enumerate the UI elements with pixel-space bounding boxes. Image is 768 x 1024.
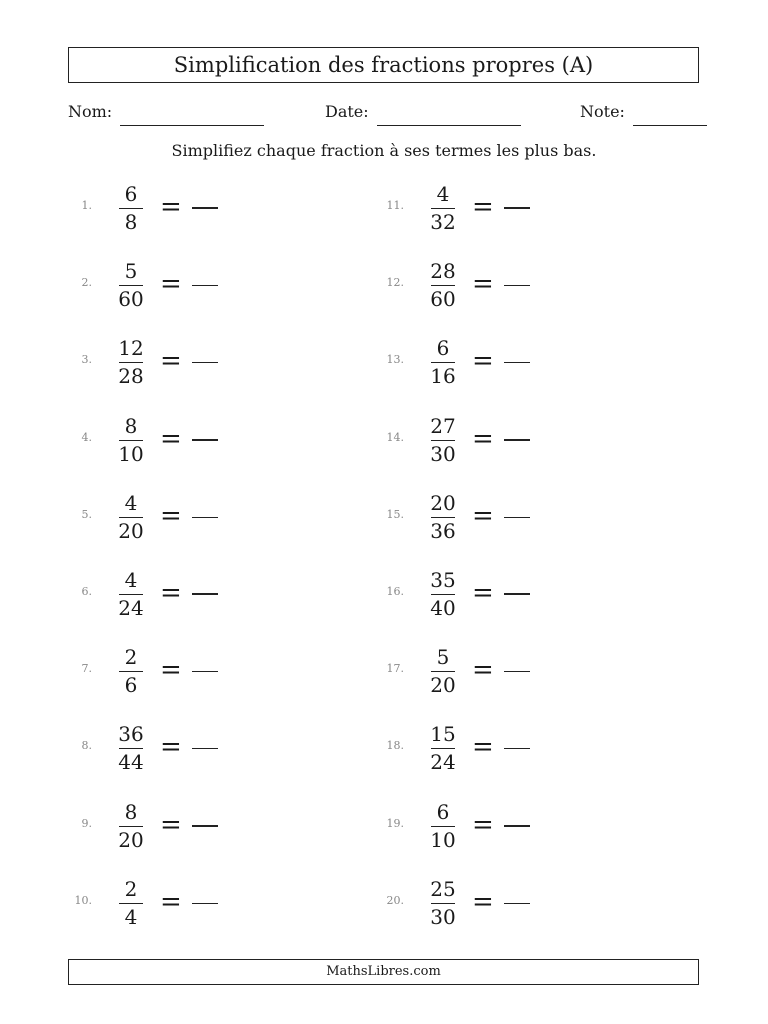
answer-blank-line[interactable] [192, 593, 218, 595]
answer-blank-line[interactable] [192, 903, 218, 904]
answer-blank-line[interactable] [192, 362, 218, 363]
date-field [325, 98, 521, 126]
numerator: 15 [430, 722, 456, 747]
answer-blank-line[interactable] [504, 439, 530, 441]
numerator: 2 [124, 876, 138, 901]
problem-number: 10. [74, 893, 92, 907]
fraction [114, 181, 148, 235]
equals-sign: = [472, 732, 494, 763]
problem-number: 13. [386, 353, 404, 367]
answer-blank-line[interactable] [504, 825, 530, 827]
numerator: 4 [124, 568, 138, 592]
denominator: 60 [118, 287, 144, 312]
equals-sign: = [160, 423, 182, 454]
answer-blank-line[interactable] [192, 748, 218, 749]
denominator: 32 [430, 210, 456, 234]
problem-item [68, 721, 368, 775]
name-blank-line[interactable] [120, 99, 264, 126]
answer-blank-line[interactable] [504, 285, 530, 286]
answer-blank-line[interactable] [504, 671, 530, 672]
problem-number: 12. [386, 276, 404, 290]
numerator: 25 [430, 876, 456, 901]
numerator: 8 [124, 413, 138, 438]
denominator: 8 [124, 210, 138, 234]
problem-number: 18. [386, 739, 404, 753]
problem-item [380, 490, 680, 544]
fraction-bar [431, 594, 455, 595]
numerator: 4 [436, 182, 450, 206]
fraction [426, 567, 460, 621]
answer-blank-line[interactable] [504, 362, 530, 363]
denominator: 44 [118, 750, 144, 775]
fraction-bar [119, 517, 143, 518]
fraction-bar [119, 440, 143, 441]
denominator: 36 [430, 518, 456, 543]
equals-sign: = [160, 269, 182, 300]
fraction-bar [431, 671, 455, 672]
denominator: 6 [124, 673, 138, 698]
equals-sign: = [472, 346, 494, 377]
equals-sign: = [472, 655, 494, 686]
numerator: 27 [430, 413, 456, 438]
fraction [426, 413, 460, 467]
answer-blank-line[interactable] [504, 748, 530, 749]
fraction-bar [431, 440, 455, 441]
equals-sign: = [472, 578, 494, 608]
problem-item [380, 876, 680, 930]
footer: MathsLibres.com [68, 959, 699, 985]
numerator: 5 [436, 645, 450, 670]
equals-sign: = [160, 346, 182, 377]
denominator: 60 [430, 287, 456, 312]
fraction [114, 258, 148, 312]
equals-sign: = [472, 886, 494, 917]
fraction-bar [119, 285, 143, 286]
problem-number: 11. [386, 199, 404, 212]
date-label: Date: [325, 102, 369, 121]
problem-number: 8. [81, 739, 92, 753]
answer-blank-line[interactable] [192, 439, 218, 441]
fraction [114, 876, 148, 930]
fraction-bar [431, 748, 455, 749]
denominator: 4 [124, 904, 138, 929]
answer-blank-line[interactable] [504, 207, 530, 209]
problem-item [380, 567, 680, 621]
problem-number: 4. [81, 430, 92, 444]
denominator: 20 [118, 827, 144, 852]
note-field [580, 98, 707, 126]
problem-item [68, 335, 368, 389]
fraction-bar [119, 594, 143, 595]
note-blank-line[interactable] [633, 99, 707, 126]
numerator: 6 [124, 182, 138, 206]
numerator: 4 [124, 490, 138, 515]
denominator: 20 [118, 518, 144, 543]
fraction [426, 799, 460, 853]
fraction [426, 181, 460, 235]
problem-item [68, 181, 368, 235]
equals-sign: = [160, 578, 182, 608]
problem-number: 7. [81, 662, 92, 676]
problem-number: 3. [81, 353, 92, 367]
equals-sign: = [160, 655, 182, 686]
fraction-bar [431, 362, 455, 363]
answer-blank-line[interactable] [504, 593, 530, 595]
fraction-bar [119, 362, 143, 363]
fraction [426, 490, 460, 544]
equals-sign: = [160, 886, 182, 917]
fraction [114, 335, 148, 389]
problem-item [380, 181, 680, 235]
instructions: Simplifiez chaque fraction à ses termes les plus bas. [171, 141, 597, 160]
problem-number: 20. [386, 893, 404, 907]
info-row [68, 98, 701, 128]
equals-sign: = [472, 423, 494, 454]
fraction-bar [119, 208, 143, 209]
problem-number: 2. [81, 276, 92, 290]
fraction-bar [119, 826, 143, 827]
denominator: 16 [430, 364, 456, 389]
denominator: 30 [430, 904, 456, 929]
problem-item [380, 335, 680, 389]
fraction [426, 335, 460, 389]
numerator: 2 [124, 645, 138, 670]
denominator: 30 [430, 441, 456, 466]
problem-item [380, 721, 680, 775]
numerator: 5 [124, 259, 138, 284]
fraction-bar [431, 517, 455, 518]
note-label: Note: [580, 102, 625, 121]
problem-number: 14. [386, 430, 404, 444]
equals-sign: = [472, 500, 494, 531]
problem-item [68, 876, 368, 930]
denominator: 20 [430, 673, 456, 698]
equals-sign: = [160, 809, 182, 840]
numerator: 12 [118, 336, 144, 361]
answer-blank-line[interactable] [192, 517, 218, 518]
fraction-bar [431, 903, 455, 904]
problem-item [68, 413, 368, 467]
fraction-bar [431, 826, 455, 827]
fraction-bar [431, 285, 455, 286]
fraction [426, 258, 460, 312]
denominator: 24 [118, 596, 144, 620]
numerator: 28 [430, 259, 456, 284]
name-label: Nom: [68, 102, 113, 121]
problem-number: 15. [386, 507, 404, 521]
numerator: 6 [436, 799, 450, 824]
fraction [114, 490, 148, 544]
denominator: 10 [118, 441, 144, 466]
problem-item [380, 799, 680, 853]
fraction-bar [119, 748, 143, 749]
numerator: 36 [118, 722, 144, 747]
fraction [114, 413, 148, 467]
fraction [114, 567, 148, 621]
answer-blank-line[interactable] [192, 207, 218, 209]
numerator: 20 [430, 490, 456, 515]
worksheet-title: Simplification des fractions propres (A) [68, 47, 699, 83]
fraction-bar [119, 671, 143, 672]
equals-sign: = [472, 192, 494, 222]
answer-blank-line[interactable] [504, 517, 530, 518]
denominator: 40 [430, 596, 456, 620]
equals-sign: = [472, 809, 494, 840]
answer-blank-line[interactable] [192, 825, 218, 827]
problem-item [68, 799, 368, 853]
problem-item [68, 567, 368, 621]
fraction [426, 644, 460, 698]
problem-item [380, 644, 680, 698]
name-field [68, 98, 264, 126]
fraction [114, 799, 148, 853]
problem-number: 17. [386, 662, 404, 676]
date-blank-line[interactable] [377, 99, 521, 126]
problem-number: 16. [386, 585, 404, 598]
denominator: 24 [430, 750, 456, 775]
problem-number: 19. [386, 816, 404, 830]
problem-item [68, 644, 368, 698]
problem-item [68, 258, 368, 312]
equals-sign: = [160, 192, 182, 222]
fraction-bar [431, 208, 455, 209]
denominator: 28 [118, 364, 144, 389]
problem-item [380, 413, 680, 467]
fraction [114, 721, 148, 775]
fraction [114, 644, 148, 698]
answer-blank-line[interactable] [192, 671, 218, 672]
problem-item [380, 258, 680, 312]
problem-item [68, 490, 368, 544]
problem-number: 6. [81, 585, 92, 598]
equals-sign: = [160, 500, 182, 531]
equals-sign: = [160, 732, 182, 763]
denominator: 10 [430, 827, 456, 852]
numerator: 8 [124, 799, 138, 824]
problem-number: 5. [81, 507, 92, 521]
problem-number: 1. [81, 199, 92, 212]
problem-number: 9. [81, 816, 92, 830]
fraction-bar [119, 903, 143, 904]
answer-blank-line[interactable] [192, 285, 218, 286]
fraction [426, 721, 460, 775]
answer-blank-line[interactable] [504, 903, 530, 904]
numerator: 6 [436, 336, 450, 361]
equals-sign: = [472, 269, 494, 300]
numerator: 35 [430, 568, 456, 592]
fraction [426, 876, 460, 930]
